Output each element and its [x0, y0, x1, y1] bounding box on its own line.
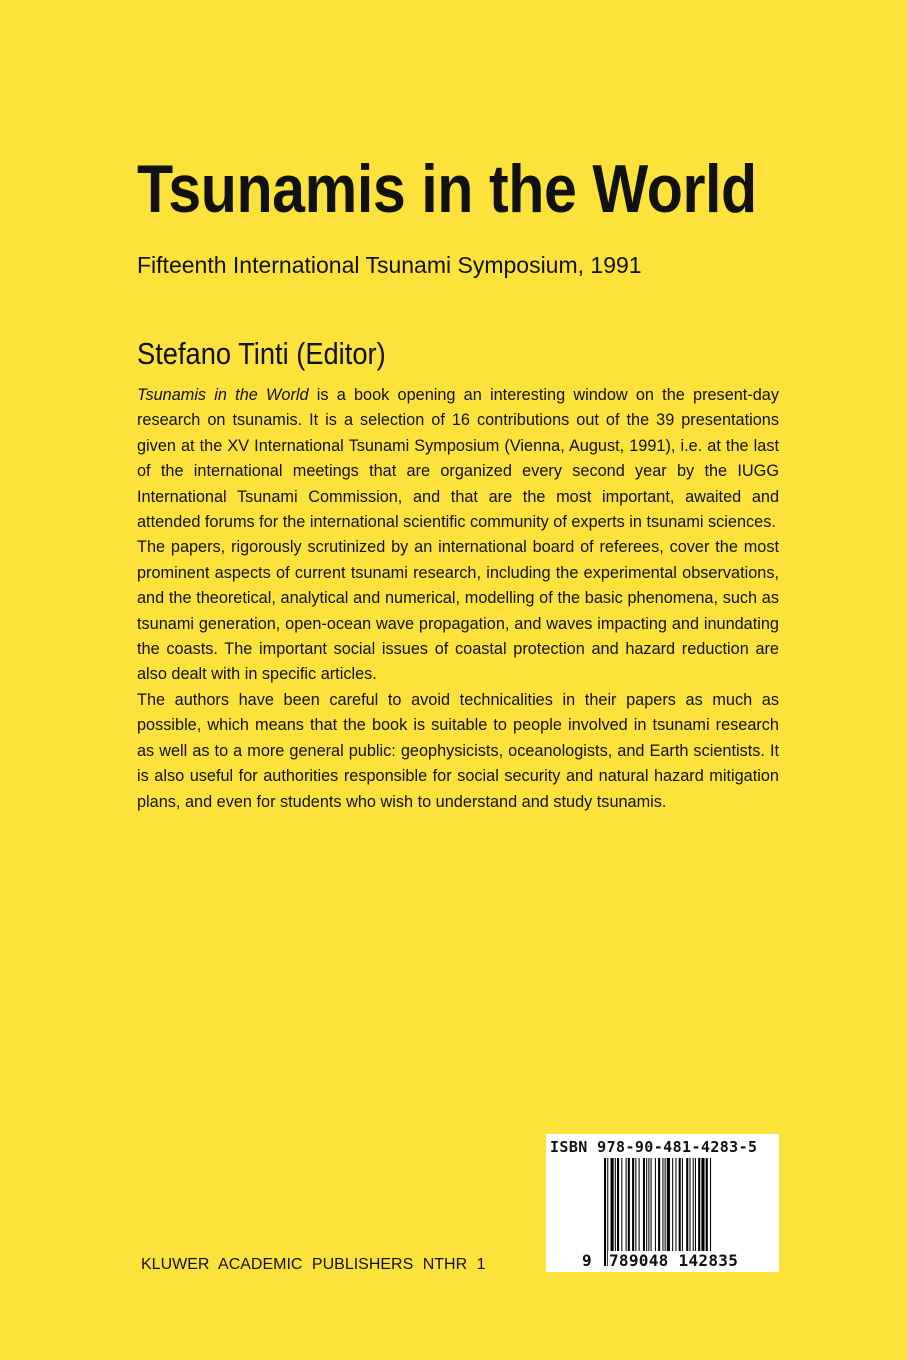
barcode-bar	[615, 1158, 616, 1266]
barcode-bar	[617, 1158, 619, 1266]
book-subtitle: Fifteenth International Tsunami Symposium, 1991	[137, 252, 642, 278]
barcode-bar	[655, 1158, 656, 1266]
book-description	[137, 383, 779, 815]
barcode-bar	[639, 1158, 640, 1266]
barcode-bar	[643, 1158, 645, 1266]
barcode-bar	[695, 1158, 696, 1266]
barcode-bar	[672, 1158, 673, 1266]
barcode-bar	[628, 1158, 630, 1266]
barcode-bar	[667, 1158, 670, 1266]
description-paragraph-2: The papers, rigorously scrutinized by an international board of referees, cover the most prominent aspects of current tsunami research, including the experimental observations, and the theoretical, analytical and numerical, modelling of the basic phenomena, such as tsunami generation, open-ocean wave propagation, and waves impacting and inundating the coasts. The important social issues of coastal protection and hazard reduction are also dealt with in specific articles.	[137, 538, 779, 684]
publisher-footer: KLUWER ACADEMIC PUBLISHERS NTHR 1	[141, 1256, 486, 1273]
isbn-label: ISBN 978-90-481-4283-5	[550, 1138, 758, 1156]
barcode-bar	[698, 1158, 700, 1266]
barcode-bar	[632, 1158, 634, 1266]
book-title: Tsunamis in the World	[137, 151, 757, 227]
book-editor: Stefano Tinti (Editor)	[137, 336, 386, 371]
barcode-bar	[662, 1158, 663, 1266]
ean-first-digit: 9	[582, 1251, 592, 1270]
barcode-bar	[607, 1158, 608, 1266]
paragraph-1-text: is a book opening an interesting window on the present-day research on tsunamis. It is a selection of 16 contributions out of the 39 presentations given at the XV International Tsunami Symposium (Vienna, August, 1991), i.e. at the last of the international meetings that are organized every second year by the IUGG International Tsunami Commission, and that are the most important, awaited and attended forums for the international scientific community of experts in tsunami sciences.	[137, 386, 780, 532]
barcode-bar	[658, 1158, 660, 1266]
barcode-bar	[646, 1158, 647, 1266]
barcode-bar	[682, 1158, 683, 1266]
italic-title: Tsunamis in the World	[137, 386, 309, 404]
barcode-bar	[665, 1158, 666, 1266]
barcode-bar	[611, 1158, 614, 1266]
barcode-bar	[604, 1158, 606, 1266]
barcode-bar	[693, 1158, 694, 1266]
ean-digits: 789048 142835	[609, 1251, 739, 1270]
barcode-bar	[648, 1158, 649, 1266]
barcode-bar	[706, 1158, 708, 1266]
barcode-bar	[710, 1158, 711, 1266]
isbn-barcode	[546, 1134, 779, 1272]
barcode-bar	[701, 1158, 704, 1266]
description-paragraph-3: The authors have been careful to avoid technicalities in their papers as much as possible, which means that the book is suitable to people involved in tsunami research as well as to a more general public: geophysicists, oceanologists, and Earth scientists. It is also useful for authorities responsible for social security and natural hazard mitigation plans, and even for students who wish to understand and study tsunamis.	[137, 690, 779, 811]
barcode-bar	[686, 1158, 688, 1266]
barcode-bar	[651, 1158, 652, 1266]
barcode-bar	[626, 1158, 627, 1266]
barcode-bar	[635, 1158, 636, 1266]
description-paragraph-1	[137, 383, 779, 535]
barcode-bar	[689, 1158, 690, 1266]
barcode-bar	[679, 1158, 681, 1266]
barcode-bar	[621, 1158, 622, 1266]
barcode-bar	[675, 1158, 676, 1266]
